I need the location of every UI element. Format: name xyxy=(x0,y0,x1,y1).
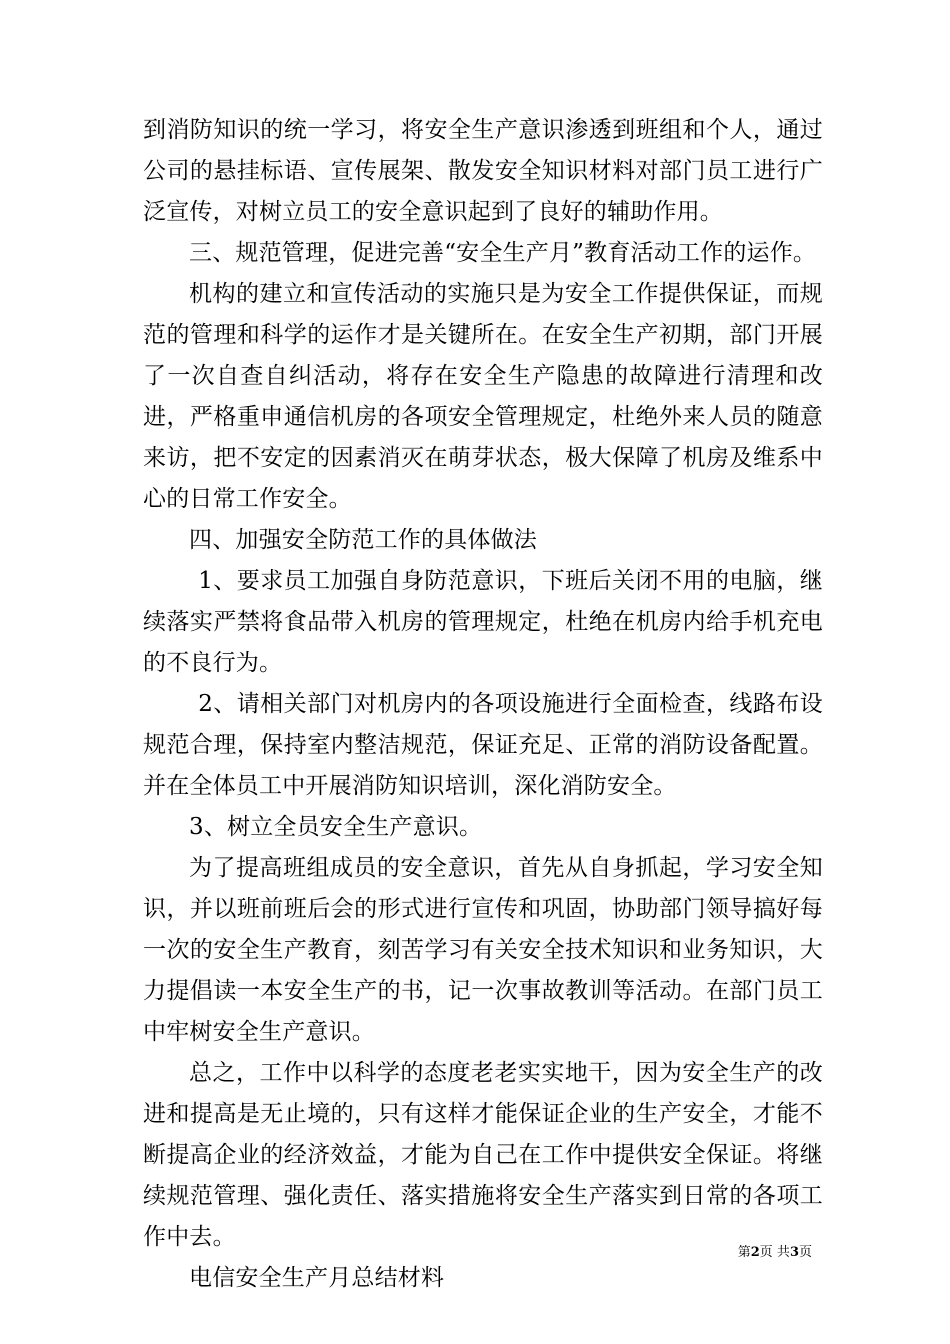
list-item-1: 1、要求员工加强自身防范意识，下班后关闭不用的电脑，继续落实严禁将食品带入机房的管理规定，杜绝在机房内给手机充电的不良行为。 xyxy=(143,568,823,676)
section-heading-4: 四、加强安全防范工作的具体做法 xyxy=(189,527,537,553)
footer-prefix: 第 xyxy=(737,1245,751,1260)
paragraph-continuation: 到消防知识的统一学习，将安全生产意识渗透到班组和个人，通过公司的悬挂标语、宣传展架、散发安全知识材料对部门员工进行广泛宣传，对树立员工的安全意识起到了良好的辅助作用。 xyxy=(143,117,823,225)
document-title-next: 电信安全生产月总结材料 xyxy=(189,1265,445,1291)
footer-current-page: 2 xyxy=(750,1245,760,1260)
footer-suffix: 页 xyxy=(798,1245,812,1260)
list-item-2: 2、请相关部门对机房内的各项设施进行全面检查，线路布设规范合理，保持室内整洁规范，保证充足、正常的消防设备配置。并在全体员工中开展消防知识培训，深化消防安全。 xyxy=(143,691,823,799)
paragraph-conclusion: 总之，工作中以科学的态度老老实实地干，因为安全生产的改进和提高是无止境的，只有这样才能保证企业的生产安全，才能不断提高企业的经济效益，才能为自己在工作中提供安全保证。将继续规范管理、强化责任、落实措施将安全生产落实到日常的各项工作中去。 xyxy=(143,1060,823,1250)
footer-middle: 页 共 xyxy=(759,1245,790,1260)
page-number-footer xyxy=(0,1244,812,1262)
document-body xyxy=(143,110,823,1299)
paragraph-management: 机构的建立和宣传活动的实施只是为安全工作提供保证，而规范的管理和科学的运作才是关键所在。在安全生产初期，部门开展了一次自查自纠活动，将存在安全生产隐患的故障进行清理和改进，严格重申通信机房的各项安全管理规定，杜绝外来人员的随意来访，把不安定的因素消灭在萌芽状态，极大保障了机房及维系中心的日常工作安全。 xyxy=(143,281,823,512)
footer-total-pages: 3 xyxy=(789,1245,799,1260)
paragraph-awareness: 为了提高班组成员的安全意识，首先从自身抓起，学习安全知识，并以班前班后会的形式进行宣传和巩固，协助部门领导搞好每一次的安全生产教育，刻苦学习有关安全技术知识和业务知识，大力提倡读一本安全生产的书，记一次事故教训等活动。在部门员工中牢树安全生产意识。 xyxy=(143,855,823,1045)
list-item-3: 3、树立全员安全生产意识。 xyxy=(189,814,483,840)
section-heading-3: 三、规范管理，促进完善“安全生产月”教育活动工作的运作。 xyxy=(189,240,817,266)
